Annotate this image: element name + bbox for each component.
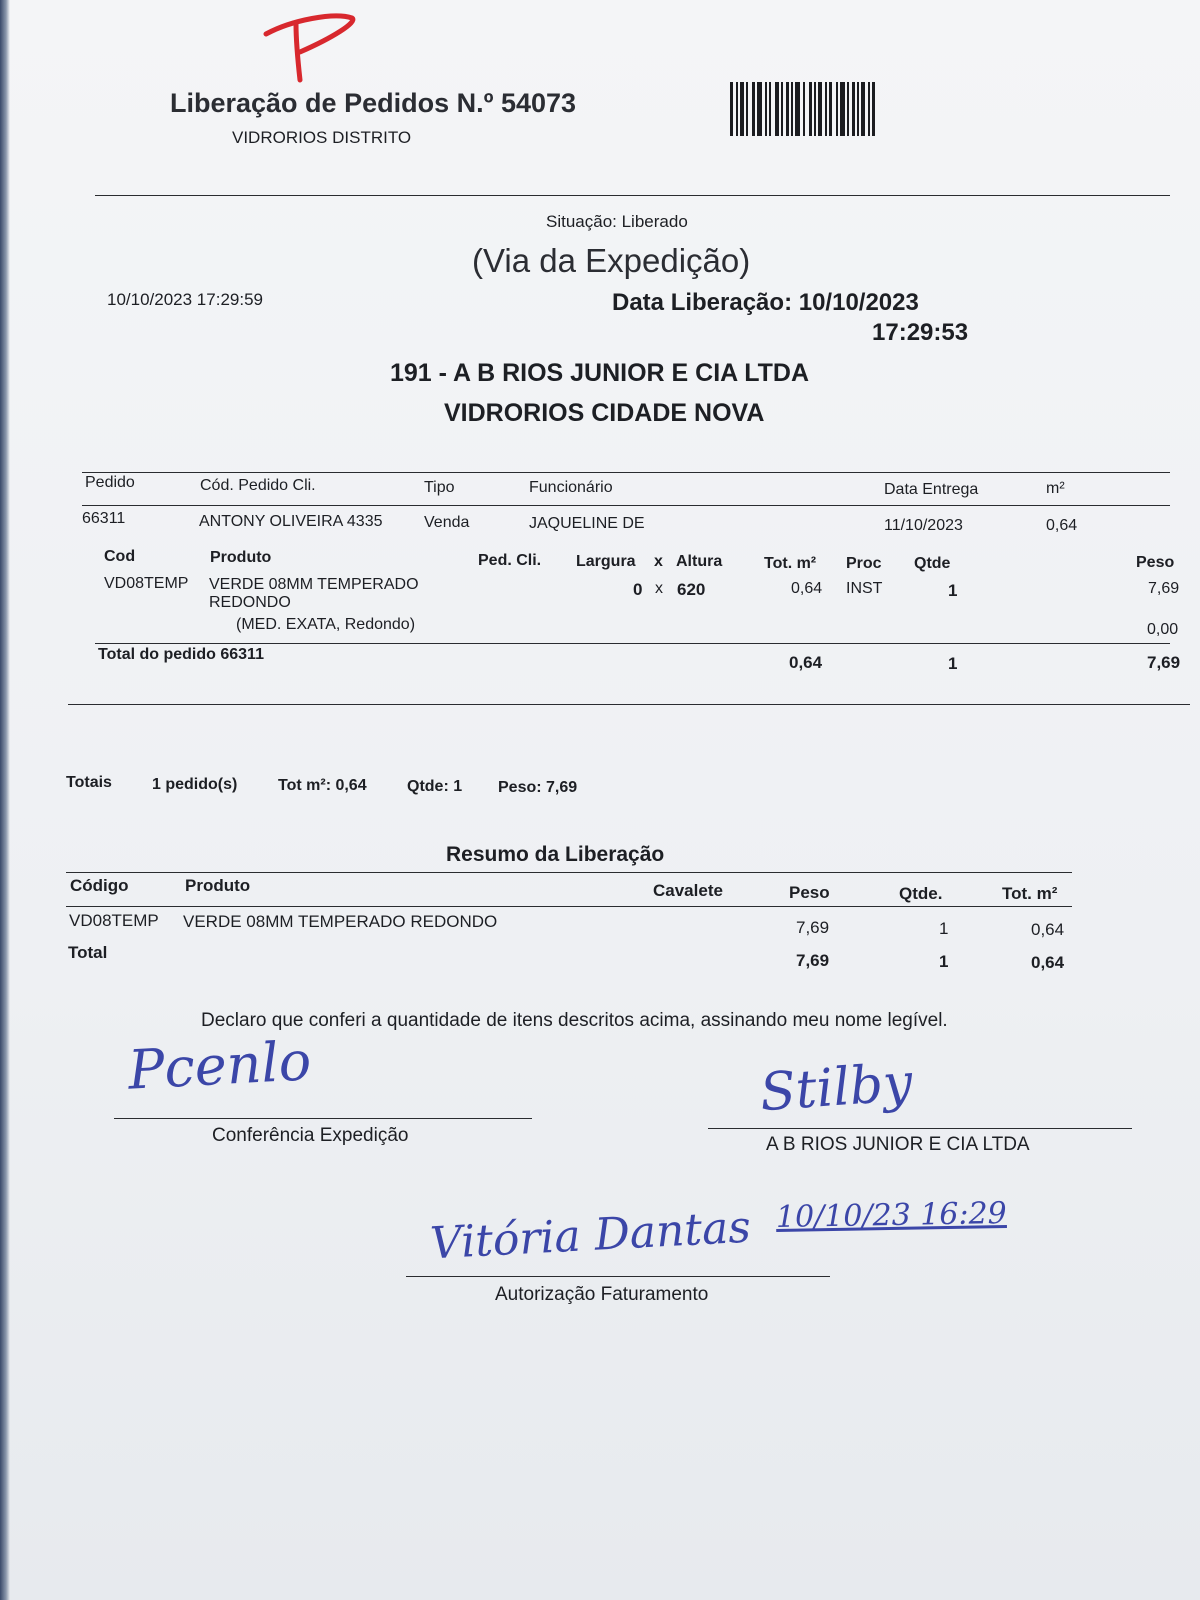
resumo-total-tot-m2: 0,64: [1031, 953, 1065, 972]
col-tipo: Tipo: [424, 479, 455, 496]
resumo-col-produto: Produto: [185, 876, 251, 895]
barcode: [730, 82, 920, 136]
col-funcionario: Funcionário: [529, 479, 613, 496]
resumo-col-tot-m2: Tot. m²: [1002, 884, 1058, 903]
resumo-header-rule: [66, 906, 1072, 907]
item-col-cod: Cod: [104, 548, 136, 565]
resumo-col-qtde: Qtde.: [899, 884, 943, 903]
order-m2: 0,64: [1046, 517, 1078, 534]
item-col-qtde: Qtde: [914, 555, 951, 572]
company-sign-label: A B RIOS JUNIOR E CIA LTDA: [766, 1134, 1030, 1155]
resumo-row-codigo: VD08TEMP: [69, 911, 159, 930]
order-total-rule: [95, 643, 1170, 644]
resumo-total-peso: 7,69: [796, 951, 830, 970]
resumo-col-cavalete: Cavalete: [653, 881, 723, 900]
col-cod-pedido-cli: Cód. Pedido Cli.: [200, 477, 316, 494]
resumo-total-qtde: 1: [939, 952, 949, 971]
resumo-row-peso: 7,69: [796, 918, 830, 937]
resumo-row-tot-m2: 0,64: [1031, 920, 1065, 939]
company-signature: Stilby: [758, 1052, 915, 1124]
issuer-company: VIDRORIOS DISTRITO: [232, 128, 412, 147]
resumo-col-codigo: Código: [70, 876, 129, 895]
totais-pedidos: 1 pedido(s): [152, 776, 238, 793]
order-cod-pedido-cli: ANTONY OLIVEIRA 4335: [199, 513, 383, 530]
item-produto-line2: REDONDO: [209, 594, 291, 611]
item-col-x: x: [654, 553, 663, 570]
item-x: x: [655, 580, 663, 597]
data-liberacao: Data Liberação: 10/10/2023: [612, 289, 919, 316]
document-title: Liberação de Pedidos N.º 54073: [170, 88, 577, 118]
conferencia-label: Conferência Expedição: [212, 1125, 409, 1146]
item-col-peso: Peso: [1136, 554, 1175, 571]
order-tipo: Venda: [424, 514, 470, 531]
item-altura: 620: [677, 580, 706, 599]
item-tot-m2: 0,64: [791, 580, 823, 597]
order-total-qtde: 1: [948, 654, 958, 673]
print-datetime: 10/10/2023 17:29:59: [107, 290, 263, 309]
autorizacao-signature: Vitória Dantas: [428, 1201, 753, 1270]
section-rule: [68, 704, 1190, 705]
handwritten-date: 10/10/23 16:29: [775, 1195, 1008, 1236]
totais-tot-m2: Tot m²: 0,64: [278, 777, 367, 794]
item-largura: 0: [633, 580, 643, 599]
order-funcionario: JAQUELINE DE: [529, 515, 645, 532]
totais-qtde: Qtde: 1: [407, 778, 463, 795]
item-produto-line1: VERDE 08MM TEMPERADO: [209, 576, 419, 593]
conferencia-line: [114, 1118, 532, 1119]
col-m2: m²: [1046, 480, 1065, 497]
situacao-status: Situação: Liberado: [546, 212, 688, 231]
order-total-tot-m2: 0,64: [789, 653, 823, 672]
conferencia-signature: Pcenlo: [126, 1029, 313, 1102]
order-data-entrega: 11/10/2023: [884, 517, 963, 534]
company-sign-line: [708, 1128, 1132, 1129]
autorizacao-label: Autorização Faturamento: [495, 1284, 709, 1305]
autorizacao-line: [406, 1276, 830, 1277]
item-cod: VD08TEMP: [104, 575, 189, 592]
resumo-top-rule: [66, 872, 1072, 873]
totais-label: Totais: [66, 774, 112, 791]
item-col-tot-m2: Tot. m²: [764, 555, 817, 572]
item-peso: 7,69: [1148, 580, 1180, 597]
item-col-largura: Largura: [576, 553, 636, 570]
col-pedido: Pedido: [85, 474, 135, 491]
resumo-total-label: Total: [68, 943, 108, 962]
page-edge-shadow: [0, 0, 10, 1600]
resumo-col-peso: Peso: [789, 883, 830, 902]
item-col-ped-cli: Ped. Cli.: [478, 552, 542, 569]
order-table-top-rule: [82, 472, 1170, 473]
resumo-row-produto: VERDE 08MM TEMPERADO REDONDO: [183, 912, 498, 931]
data-liberacao-time: 17:29:53: [872, 319, 969, 346]
resumo-title: Resumo da Liberação: [446, 843, 665, 866]
item-qtde: 1: [948, 581, 958, 600]
client-name: 191 - A B RIOS JUNIOR E CIA LTDA: [390, 359, 810, 387]
order-total-label: Total do pedido 66311: [98, 646, 264, 663]
item-col-altura: Altura: [676, 553, 723, 570]
declaration-text: Declaro que conferi a quantidade de itens descritos acima, assinando meu nome legível.: [201, 1010, 948, 1031]
col-data-entrega: Data Entrega: [884, 481, 979, 498]
order-pedido: 66311: [82, 510, 126, 527]
resumo-row-qtde: 1: [939, 919, 949, 938]
red-p-mark: [262, 12, 362, 84]
client-store: VIDRORIOS CIDADE NOVA: [444, 399, 765, 427]
order-total-peso: 7,69: [1147, 653, 1181, 672]
item-peso-obs: 0,00: [1147, 621, 1179, 638]
totais-peso: Peso: 7,69: [498, 779, 578, 796]
via-title: (Via da Expedição): [472, 242, 751, 279]
item-col-proc: Proc: [846, 555, 882, 572]
item-proc: INST: [846, 580, 883, 597]
header-rule: [95, 195, 1170, 196]
order-header-rule: [82, 505, 1170, 506]
item-col-produto: Produto: [210, 549, 272, 566]
item-produto-obs: (MED. EXATA, Redondo): [236, 616, 416, 633]
